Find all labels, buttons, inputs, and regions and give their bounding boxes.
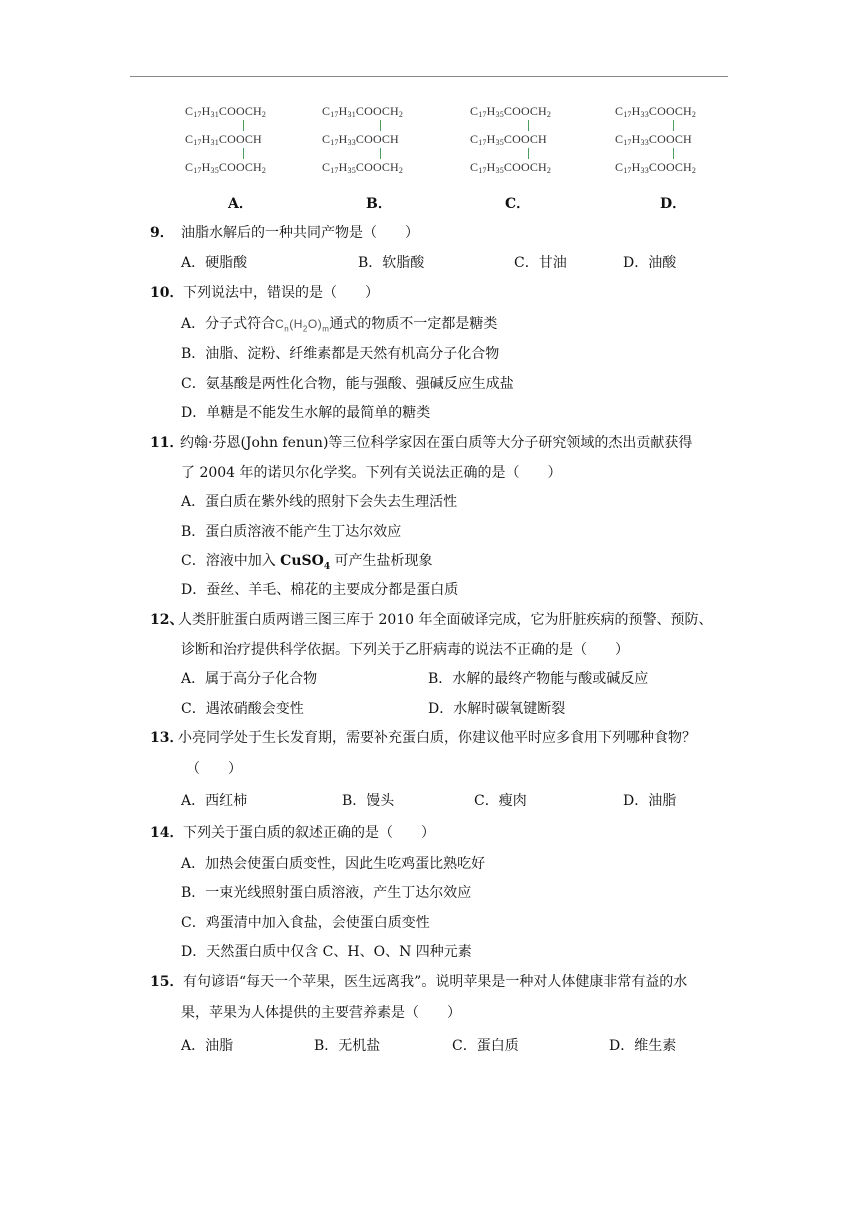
option-d: D．油酸 xyxy=(623,255,677,271)
option-d: D．蚕丝、羊毛、棉花的主要成分都是蛋白质 xyxy=(181,582,459,598)
bond-line xyxy=(470,147,570,160)
option-d: D．维生素 xyxy=(609,1038,677,1054)
option-c: C．氨基酸是两性化合物，能与强酸、强碱反应生成盐 xyxy=(181,376,514,392)
question-stem-line2: （ ） xyxy=(186,761,242,777)
formula-line: $C_{17}H_{35}COOCH$ xyxy=(470,132,547,147)
question-stem-line1: 人类肝脏蛋白质两谱三图三库于 2010 年全面破译完成，它为肝脏疾病的预警、预防、 xyxy=(178,612,713,628)
formula-inline: $C_n(H_2O)_m$ xyxy=(275,317,330,334)
question-stem-line1: 小亮同学处于生长发育期，需要补充蛋白质，你建议他平时应多食用下列哪种食物？ xyxy=(178,730,696,746)
option-a: A．蛋白质在紫外线的照射下会失去生理活性 xyxy=(181,494,458,510)
question-number: 10． xyxy=(150,285,184,301)
bond-line xyxy=(185,119,285,132)
option-a: A．西红柿 xyxy=(181,793,248,809)
question-stem-line2: 果，苹果为人体提供的主要营养素是（ ） xyxy=(181,1005,461,1021)
option-c: C．溶液中加入 CuSO$_4$ 可产生盐析现象 xyxy=(181,553,433,572)
option-c: C．瘦肉 xyxy=(474,793,527,809)
option-b: B．油脂、淀粉、纤维素都是天然有机高分子化合物 xyxy=(181,346,500,362)
header-rule xyxy=(130,76,728,77)
formula-line: $C_{17}H_{31}COOCH_2$ xyxy=(185,104,267,119)
option-b: B．蛋白质溶液不能产生丁达尔效应 xyxy=(181,524,402,540)
option-a-suffix: 通式的物质不一定都是糖类 xyxy=(329,316,498,332)
option-a xyxy=(181,317,497,333)
question-number: 15． xyxy=(150,974,184,990)
formula-line: $C_{17}H_{31}COOCH_2$ xyxy=(322,104,404,119)
option-d: D．水解时碳氧键断裂 xyxy=(428,701,566,717)
option-a-prefix: A．分子式符合 xyxy=(181,316,276,332)
option-a: A．油脂 xyxy=(181,1038,234,1054)
option-c: C．甘油 xyxy=(514,255,567,271)
question-stem: 下列说法中，错误的是（ ） xyxy=(183,285,379,301)
bond-line xyxy=(615,147,715,160)
bond-line xyxy=(322,147,422,160)
bond-line xyxy=(470,119,570,132)
option-a: A．硬脂酸 xyxy=(181,255,248,271)
option-b: B．馒头 xyxy=(342,793,395,809)
formula-label-a: A． xyxy=(228,196,253,212)
question-number: 9． xyxy=(150,225,174,241)
formula-a xyxy=(185,104,285,175)
option-d: D．天然蛋白质中仅含 C、H、O、N 四种元素 xyxy=(181,944,472,960)
formula-label-d: D． xyxy=(660,196,687,212)
question-number: 13． xyxy=(150,730,184,746)
formula-line: $C_{17}H_{35}COOCH_2$ xyxy=(470,160,552,175)
question-number: 14． xyxy=(150,825,184,841)
option-d: D．油脂 xyxy=(623,793,677,809)
bond-line xyxy=(322,119,422,132)
formula-line: $C_{17}H_{33}COOCH$ xyxy=(615,132,692,147)
question-number: 11． xyxy=(150,435,184,451)
formula-label-c: C． xyxy=(505,196,531,212)
formula-line: $C_{17}H_{33}COOCH_2$ xyxy=(615,104,697,119)
question-stem: 下列关于蛋白质的叙述正确的是（ ） xyxy=(183,825,435,841)
option-b: B．一束光线照射蛋白质溶液，产生丁达尔效应 xyxy=(181,885,472,901)
formula-line: $C_{17}H_{33}COOCH_2$ xyxy=(615,160,697,175)
formula-c xyxy=(470,104,570,175)
formula-line: $C_{17}H_{35}COOCH_2$ xyxy=(185,160,267,175)
option-a: A．加热会使蛋白质变性，因此生吃鸡蛋比熟吃好 xyxy=(181,856,486,872)
formula-line: $C_{17}H_{31}COOCH$ xyxy=(185,132,262,147)
option-c: C．遇浓硝酸会变性 xyxy=(181,701,304,717)
option-c: C．鸡蛋清中加入食盐，会使蛋白质变性 xyxy=(181,915,430,931)
formula-line: $C_{17}H_{35}COOCH_2$ xyxy=(470,104,552,119)
question-stem-line1: 约翰·芬恩(John fenun)等三位科学家因在蛋白质等大分子研究领域的杰出贡献获得 xyxy=(180,435,693,451)
question-stem-line2: 诊断和治疗提供科学依据。下列关于乙肝病毒的说法不正确的是（ ） xyxy=(181,642,629,658)
option-b: B．软脂酸 xyxy=(358,255,425,271)
formula-line: $C_{17}H_{35}COOCH_2$ xyxy=(322,160,404,175)
formula-d xyxy=(615,104,715,175)
formula-line: $C_{17}H_{33}COOCH$ xyxy=(322,132,399,147)
formula-label-b: B． xyxy=(366,196,392,212)
question-stem-line2: 了 2004 年的诺贝尔化学奖。下列有关说法正确的是（ ） xyxy=(181,465,562,481)
option-c: C．蛋白质 xyxy=(452,1038,519,1054)
bond-line xyxy=(185,147,285,160)
option-b: B．无机盐 xyxy=(314,1038,381,1054)
option-d: D．单糖是不能发生水解的最简单的糖类 xyxy=(181,405,431,421)
question-stem: 油脂水解后的一种共同产物是（ ） xyxy=(181,225,419,241)
option-a: A．属于高分子化合物 xyxy=(181,671,318,687)
option-b: B．水解的最终产物能与酸或碱反应 xyxy=(428,671,649,687)
question-number: 12、 xyxy=(150,612,184,628)
question-stem-line1: 有句谚语“每天一个苹果，医生远离我”。说明苹果是一种对人体健康非常有益的水 xyxy=(183,974,688,990)
formula-b xyxy=(322,104,422,175)
bond-line xyxy=(615,119,715,132)
